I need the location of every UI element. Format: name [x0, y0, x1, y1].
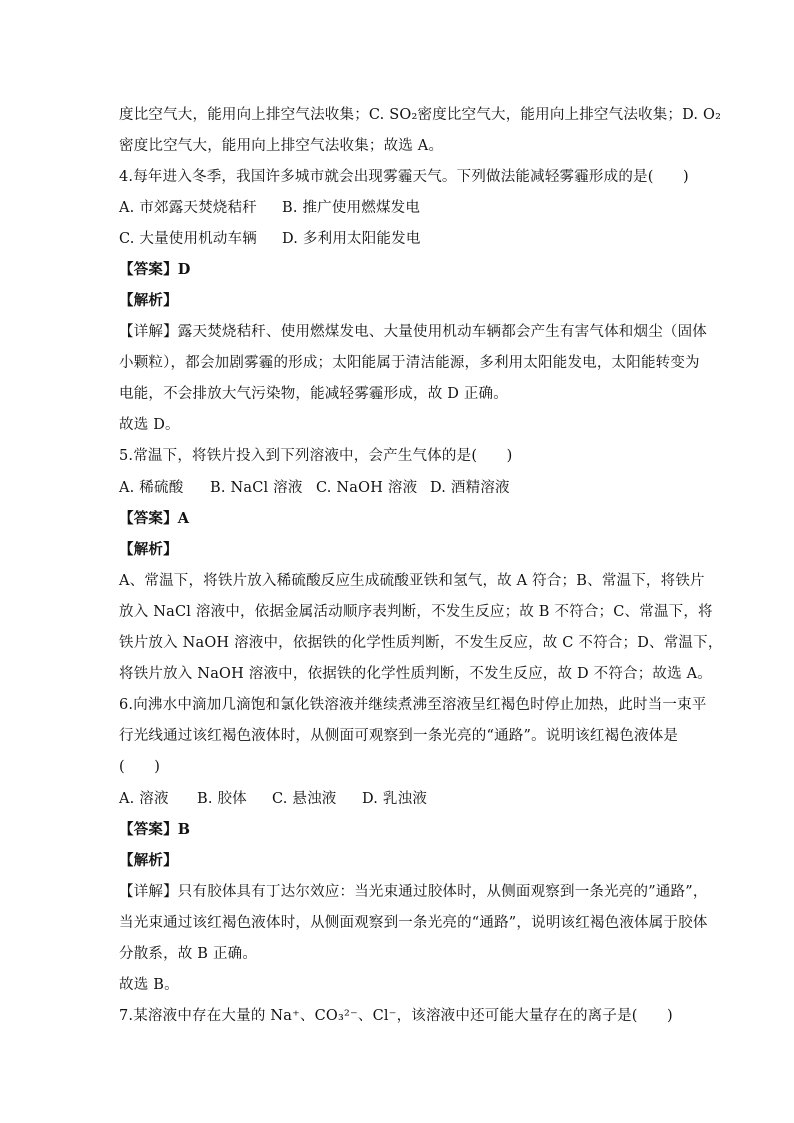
answer-label: 【答案】D — [119, 261, 191, 278]
option-a: A. 市郊露天焚烧秸秆 — [119, 200, 257, 216]
text-line: 故选 B。 — [119, 977, 179, 993]
question-4: 4.每年进入冬季，我国许多城市就会出现雾霾天气。下列做法能减轻雾霾形成的是( ) — [119, 169, 689, 185]
question-6: 6.向沸水中滴加几滴饱和氯化铁溶液并继续煮沸至溶液呈红褐色时停止加热，此时当一束平 — [119, 697, 707, 713]
question-4-options-row2 — [119, 229, 421, 249]
text-line: 将铁片放入 NaOH 溶液中，依据铁的化学性质判断，不发生反应，故 D 不符合；故选 A。 — [119, 666, 713, 682]
option-b: B. 胶体 — [197, 791, 247, 807]
option-b: B. NaCl 溶液 — [210, 480, 303, 496]
option-d: D. 多利用太阳能发电 — [282, 231, 421, 247]
option-c: C. 悬浊液 — [272, 791, 337, 807]
option-d: D. 乳浊液 — [362, 791, 428, 807]
text-line: 当光束通过该红褐色液体时，从侧面观察到一条光亮的“通路”，说明该红褐色液体属于胶体 — [119, 915, 708, 931]
option-c: C. NaOH 溶液 — [316, 480, 418, 496]
text-line: 分散系，故 B 正确。 — [119, 946, 258, 962]
question-4-options-row1 — [119, 198, 420, 218]
text-line: 【详解】只有胶体具有丁达尔效应：当光束通过胶体时，从侧面观察到一条光亮的”通路”， — [119, 884, 708, 900]
text-line: A、常温下，将铁片放入稀硫酸反应生成硫酸亚铁和氢气，故 A 符合；B、常温下，将铁片 — [119, 573, 705, 589]
text-line: ( ) — [119, 759, 161, 775]
question-5-options — [119, 478, 510, 498]
question-5: 5.常温下，将铁片投入到下列溶液中，会产生气体的是( ) — [119, 448, 513, 464]
question-6-options — [119, 789, 427, 809]
text-line: 放入 NaCl 溶液中，依据金属活动顺序表判断，不发生反应；故 B 不符合；C、常温下，将 — [119, 604, 713, 620]
question-7: 7.某溶液中存在大量的 Na⁺、CO₃²⁻、Cl⁻，该溶液中还可能大量存在的离子是( ) — [119, 1008, 673, 1024]
option-c: C. 大量使用机动车辆 — [119, 231, 257, 247]
option-a: A. 溶液 — [119, 791, 169, 807]
option-b: B. 推广使用燃煤发电 — [282, 200, 421, 216]
analysis-label: 【解析】 — [119, 292, 178, 309]
text-line: 密度比空气大，能用向上排空气法收集；故选 A。 — [119, 138, 444, 154]
option-a: A. 稀硫酸 — [119, 480, 184, 496]
text-line: 电能，不会排放大气污染物，能减轻雾霾形成，故 D 正确。 — [119, 386, 508, 402]
text-line: 度比空气大，能用向上排空气法收集；C. SO₂密度比空气大，能用向上排空气法收集；D. O₂ — [119, 107, 722, 123]
text-line: 铁片放入 NaOH 溶液中，依据铁的化学性质判断，不发生反应，故 C 不符合；D、常温下， — [119, 635, 723, 651]
answer-label: 【答案】A — [119, 510, 190, 527]
analysis-label: 【解析】 — [119, 541, 178, 558]
text-line: 【详解】露天焚烧秸秆、使用燃煤发电、大量使用机动车辆都会产生有害气体和烟尘（固体 — [119, 324, 707, 340]
text-line: 小颗粒），都会加剧雾霾的形成；太阳能属于清洁能源，多利用太阳能发电，太阳能转变为 — [119, 355, 700, 371]
text-line: 故选 D。 — [119, 417, 180, 433]
text-line: 行光线通过该红褐色液体时，从侧面可观察到一条光亮的“通路”。说明该红褐色液体是 — [119, 728, 679, 744]
option-d: D. 酒精溶液 — [430, 480, 510, 496]
answer-label: 【答案】B — [119, 821, 191, 838]
analysis-label: 【解析】 — [119, 852, 178, 869]
